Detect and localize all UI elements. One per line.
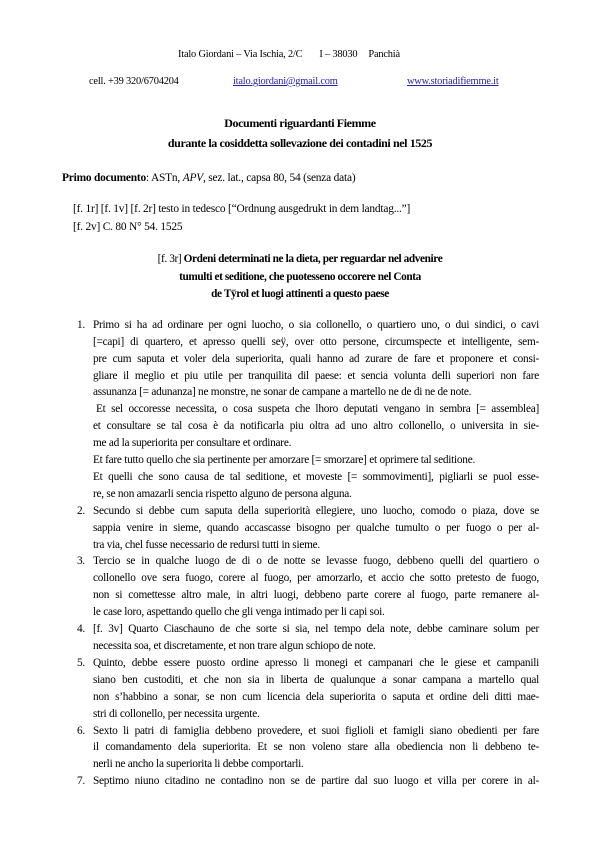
list-item-7: [62, 773, 600, 790]
text-line: Tercio se in qualche luogo de di o de notte se levasse fuogo, debbeno quelli del quartiero o: [93, 555, 539, 568]
text-line: Sexto li patri di famiglia debbeno provedere, et suoi figlioli et famigli siano obedienti per fare: [93, 724, 539, 737]
text-line: Et fare tutto quello che sia pertinente per amorzare [= smorzare] et oprimere tal seditione.: [93, 454, 476, 467]
contact-header-line2: [0, 76, 600, 92]
text-line: siano ben custoditi, et che non sia in liberta de qualunque a sonar campana a martello qual: [93, 673, 539, 686]
email-link[interactable]: italo.giordani@gmail.com: [233, 76, 338, 87]
item-number: 7.: [77, 775, 85, 788]
item-number: 4.: [77, 623, 85, 636]
item-text: [93, 621, 539, 655]
section-heading-folio-prefix: [f. 3r]: [157, 253, 184, 265]
contact-phone: cell. +39 320/6704204: [89, 76, 179, 87]
item-text: [93, 317, 539, 503]
list-item-2: [62, 503, 600, 554]
text-line: le case loro, aspettando quello che gli venga intimado per li capi soi.: [93, 606, 385, 619]
text-line: assunanza [= adunanza] ne monstre, ne sonar de campane a martello ne de di ne de note.: [93, 386, 472, 399]
item-number: 2.: [77, 504, 85, 517]
section-heading-line1-text: Ordeni determinati ne la dieta, per reguardar nel advenire: [183, 253, 443, 265]
document-reference: [62, 170, 600, 186]
list-item-1: [62, 317, 600, 503]
text-line: pre cum saputa et voler dela superiorita, quali hanno ad zurare de fare et proponere et consi-: [93, 352, 539, 365]
item-number: 5.: [77, 656, 85, 669]
folio-notes: [73, 201, 600, 236]
document-reference-label: Primo documento: [62, 172, 146, 184]
text-line: Secundo si debbe cum saputa della superiorità ellegiere, uno luocho, comodo o piaza, dove se: [93, 504, 539, 517]
section-heading-line3: de Tÿrol et luogi attinenti a questo paese: [211, 288, 389, 301]
text-line: me ad la superiorita per consultare et ordinare.: [93, 437, 292, 450]
text-line: collonello ove sera fuogo, corere al fuogo, per amorzarlo, et accio che sotto pretesto de fuogo,: [93, 572, 539, 585]
document-title-line2: durante la cosiddetta sollevazione dei contadini nel 1525: [167, 136, 433, 150]
text-line: non si comettesse altro male, in altri luogi, debbeno parte corere al fuogo, parte remanere al-: [93, 589, 539, 602]
section-heading: [0, 251, 600, 304]
ordinance-list: [62, 317, 600, 790]
contact-town: Panchià: [368, 49, 400, 60]
section-heading-line1: [0, 251, 600, 269]
text-line: stri di collonello, per necessita urgente.: [93, 707, 260, 720]
text-line: [f. 3v] Quarto Ciaschauno de che sorte si sia, nel tempo dela note, debbe caminare solum per: [93, 623, 539, 636]
text-line: et consultare se tal cosa è da notificarla piu oltra ad uno altro collonello, o universita in sie-: [93, 420, 539, 433]
document-reference-post: , sez. lat., capsa 80, 54 (senza data): [202, 172, 356, 184]
list-item-4: [62, 621, 600, 655]
item-text: [93, 723, 539, 774]
list-item-3: [62, 553, 600, 621]
item-number: 6.: [77, 724, 85, 737]
text-line: Et quelli che sono causa de tal seditione, et moveste [= sommovimenti], pigliarli se puol esse-: [93, 470, 539, 483]
text-line: Primo si ha ad ordinare per ogni luocho, o sia collonello, o quartiero uno, o dui sindici, o cavi: [93, 318, 539, 331]
website-link[interactable]: www.storiadifiemme.it: [407, 76, 499, 87]
contact-header-line1: [178, 49, 400, 60]
contact-name-address: Italo Giordani – Via Ischia, 2/C: [178, 49, 303, 60]
folio-note-1: [f. 1r] [f. 1v] [f. 2r] testo in tedesco [“Ordnung ausgedrukt in dem landtag...”]: [73, 203, 411, 215]
text-line: tra via, chel fusse necessario de redursi tutti in sieme.: [93, 538, 320, 551]
item-number: 3.: [77, 555, 85, 568]
item-text: [93, 553, 539, 621]
section-heading-line2: tumulti et seditione, che puotesseno occorere nel Conta: [179, 270, 421, 283]
contact-postal-code: I – 38030: [319, 49, 358, 60]
text-line: il comandamento dela superiorita. Et se non voleno stare alla obediencia non li debbeno te-: [93, 741, 539, 754]
text-line: [=capi] di quartero, et apresso quelli seÿ, over otto persone, circumspecte et intelligente, sem-: [93, 335, 539, 348]
document-reference-pre: : ASTn,: [146, 172, 183, 184]
text-line: gliare il meglio et piu utile per tranquilita dil paese: et sencia volunta delli superiori non fare: [93, 369, 539, 382]
text-line: Et sel occoresse necessita, o cosa suspeta che lhoro deputati vengano in sembra [= assemblea]: [96, 403, 539, 416]
document-reference-archive: APV: [182, 172, 203, 184]
text-line: sappia venire in sieme, quando accascasse bisogno per qualche tumulto o per fuogo o per al-: [93, 521, 539, 534]
text-line: non s’habbino a sonar, se non cum licencia dela superiorita o saputa et ordine deli ditti mae-: [93, 690, 539, 703]
text-line: re, se non amazarli sencia rispetto alguno de persona alguna.: [93, 487, 352, 500]
item-text: [93, 655, 539, 723]
text-line: necessita soa, et discretamente, et non trare algun schiopo de note.: [93, 640, 376, 652]
item-text: [93, 503, 539, 554]
folio-note-2: [f. 2v] C. 80 N° 54. 1525: [73, 220, 183, 233]
text-line: Septimo niuno citadino ne contadino non se de partire dal suo luogo et villa per corere in al-: [93, 775, 539, 788]
item-number: 1.: [77, 318, 85, 331]
document-title: [0, 113, 600, 153]
list-item-5: [62, 655, 600, 723]
text-line: nerli ne ancho la superiorita li debbe comportarli.: [93, 758, 304, 771]
item-text: [93, 773, 539, 790]
list-item-6: [62, 723, 600, 774]
document-title-line1: Documenti riguardanti Fiemme: [224, 116, 376, 130]
text-line: Quinto, debbe essere puosto ordine apresso li monegi et campanari che le giese et campanili: [93, 656, 539, 669]
